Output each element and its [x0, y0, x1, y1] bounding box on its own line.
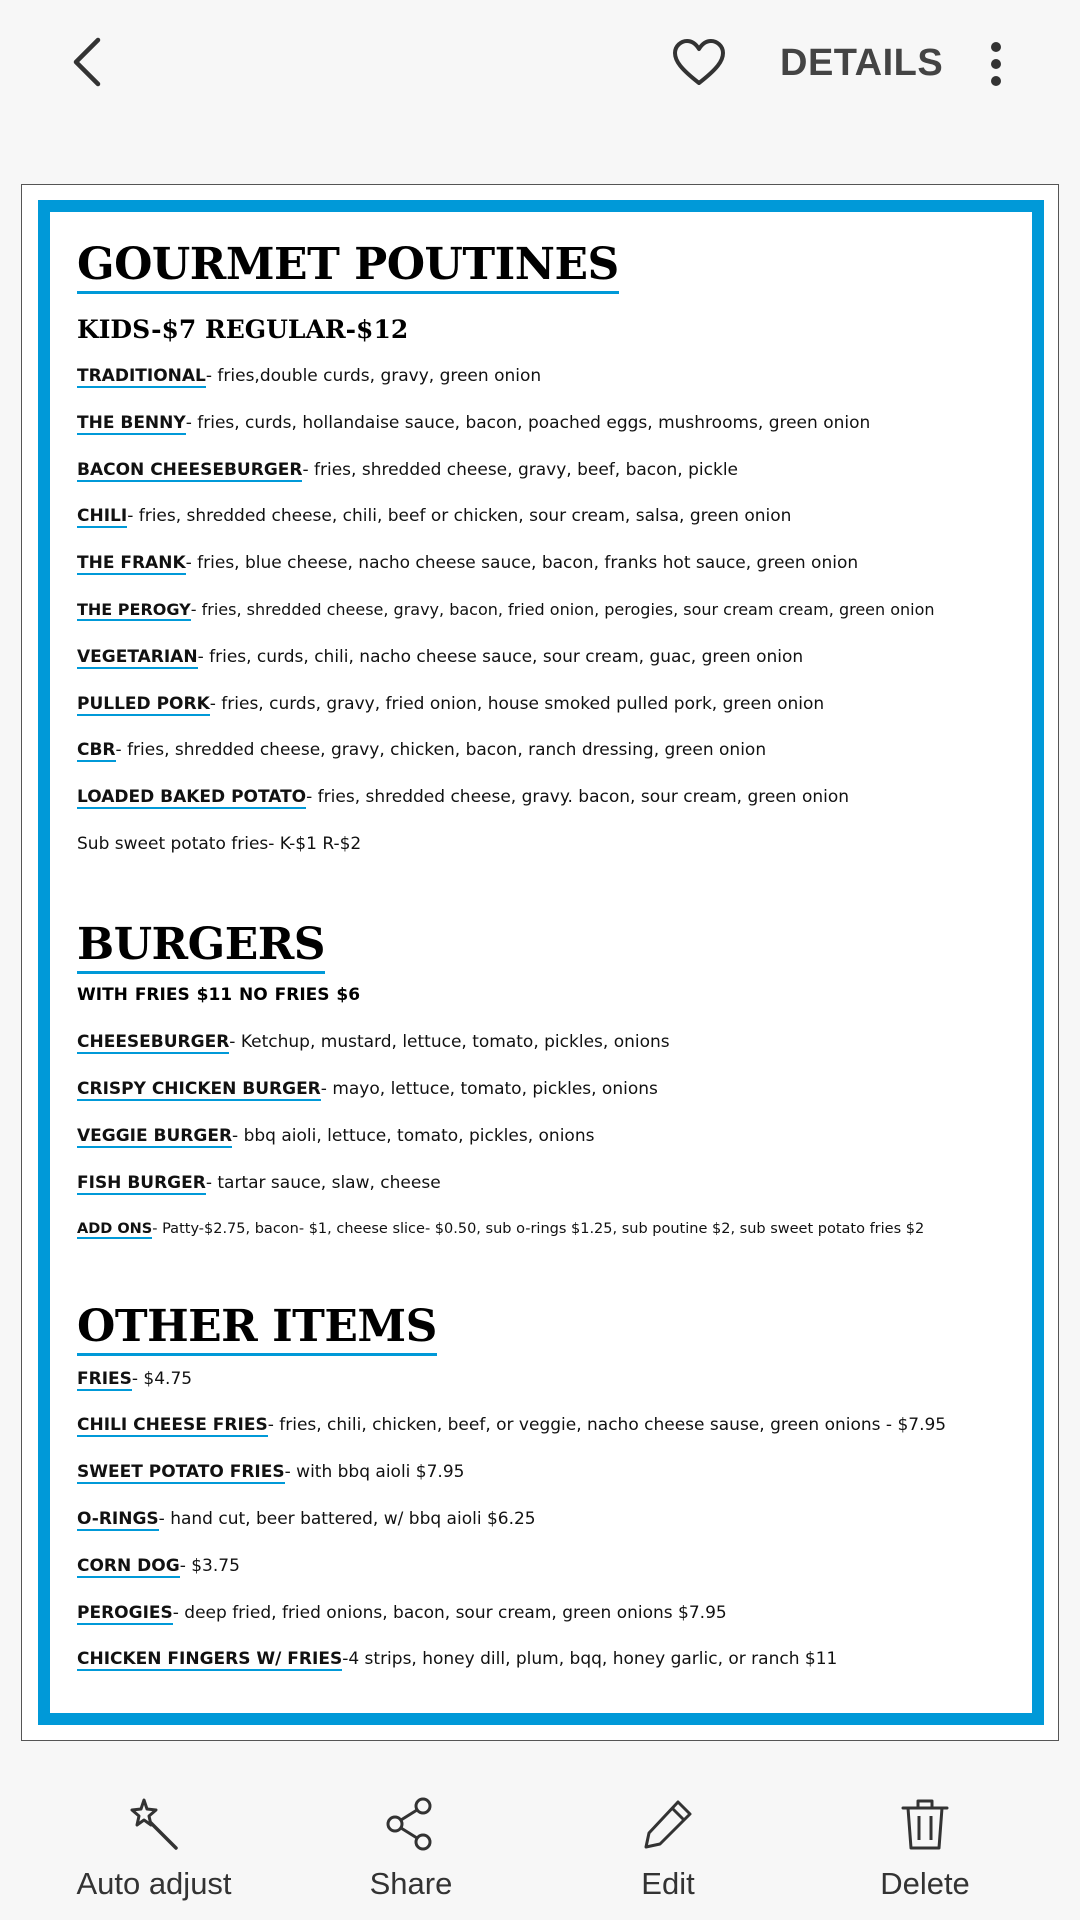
- poutines-note: Sub sweet potato fries- K-$1 R-$2: [77, 834, 362, 854]
- menu-item: FRIES- $4.75: [77, 1369, 193, 1389]
- menu-item: CBR- fries, shredded cheese, gravy, chicken, bacon, ranch dressing, green onion: [77, 740, 767, 760]
- back-arrow-icon[interactable]: [60, 34, 116, 90]
- menu-item: VEGETARIAN- fries, curds, chili, nacho cheese sauce, sour cream, guac, green onion: [77, 647, 804, 667]
- poutines-prices: KIDS-$7 REGULAR-$12: [77, 315, 409, 344]
- menu-image: [21, 184, 1059, 1741]
- pencil-icon: [640, 1796, 696, 1852]
- auto-adjust-label: Auto adjust: [76, 1866, 232, 1901]
- menu-item: O-RINGS- hand cut, beer battered, w/ bbq aioli $6.25: [77, 1509, 536, 1529]
- menu-item: CHEESEBURGER- Ketchup, mustard, lettuce, tomato, pickles, onions: [77, 1032, 670, 1052]
- other-items-title: OTHER ITEMS: [77, 1302, 437, 1352]
- menu-item: THE BENNY- fries, curds, hollandaise sauce, bacon, poached eggs, mushrooms, green onion: [77, 413, 871, 433]
- details-button[interactable]: DETAILS: [780, 42, 944, 84]
- auto-adjust-button[interactable]: [44, 1742, 264, 1920]
- menu-item: CHILI- fries, shredded cheese, chili, beef or chicken, sour cream, salsa, green onion: [77, 506, 792, 526]
- menu-item: FISH BURGER- tartar sauce, slaw, cheese: [77, 1173, 441, 1193]
- menu-item: BACON CHEESEBURGER- fries, shredded cheese, gravy, beef, bacon, pickle: [77, 460, 739, 480]
- delete-label: Delete: [880, 1866, 970, 1901]
- menu-item: ADD ONS- Patty-$2.75, bacon- $1, cheese slice- $0.50, sub o-rings $1.25, sub poutine $2, sub sweet potato fries $2: [77, 1221, 925, 1237]
- poutines-title: GOURMET POUTINES: [77, 240, 619, 290]
- menu-item: LOADED BAKED POTATO- fries, shredded cheese, gravy. bacon, sour cream, green onion: [77, 787, 850, 807]
- share-icon: [383, 1796, 439, 1852]
- bottom-action-bar: [0, 1742, 1080, 1920]
- menu-item: SWEET POTATO FRIES- with bbq aioli $7.95: [77, 1462, 465, 1482]
- delete-button[interactable]: [815, 1742, 1035, 1920]
- edit-label: Edit: [641, 1866, 695, 1901]
- burgers-prices: WITH FRIES $11 NO FRIES $6: [77, 985, 361, 1005]
- heart-icon[interactable]: [668, 34, 730, 92]
- menu-item: THE FRANK- fries, blue cheese, nacho cheese sauce, bacon, franks hot sauce, green onion: [77, 553, 859, 573]
- menu-border: [38, 200, 1044, 1725]
- top-bar: [0, 0, 1080, 180]
- share-button[interactable]: [301, 1742, 521, 1920]
- menu-item: CORN DOG- $3.75: [77, 1556, 240, 1576]
- menu-item: THE PEROGY- fries, shredded cheese, gravy, bacon, fried onion, perogies, sour cream cream, green onion: [77, 600, 935, 619]
- trash-icon: [897, 1796, 953, 1852]
- share-label: Share: [369, 1866, 453, 1901]
- menu-item: CHICKEN FINGERS W/ FRIES-4 strips, honey dill, plum, bqq, honey garlic, or ranch $11: [77, 1649, 838, 1669]
- burgers-title: BURGERS: [77, 920, 325, 970]
- menu-item: PEROGIES- deep fried, fried onions, bacon, sour cream, green onions $7.95: [77, 1603, 727, 1623]
- more-vert-icon[interactable]: [976, 36, 1016, 92]
- menu-item: VEGGIE BURGER- bbq aioli, lettuce, tomato, pickles, onions: [77, 1126, 595, 1146]
- menu-item: CRISPY CHICKEN BURGER- mayo, lettuce, tomato, pickles, onions: [77, 1079, 658, 1099]
- menu-item: TRADITIONAL- fries,double curds, gravy, green onion: [77, 366, 542, 386]
- magic-wand-icon: [126, 1796, 182, 1852]
- menu-item: PULLED PORK- fries, curds, gravy, fried onion, house smoked pulled pork, green onion: [77, 694, 825, 714]
- edit-button[interactable]: [558, 1742, 778, 1920]
- menu-item: CHILI CHEESE FRIES- fries, chili, chicken, beef, or veggie, nacho cheese sause, green onions - $7.95: [77, 1415, 947, 1435]
